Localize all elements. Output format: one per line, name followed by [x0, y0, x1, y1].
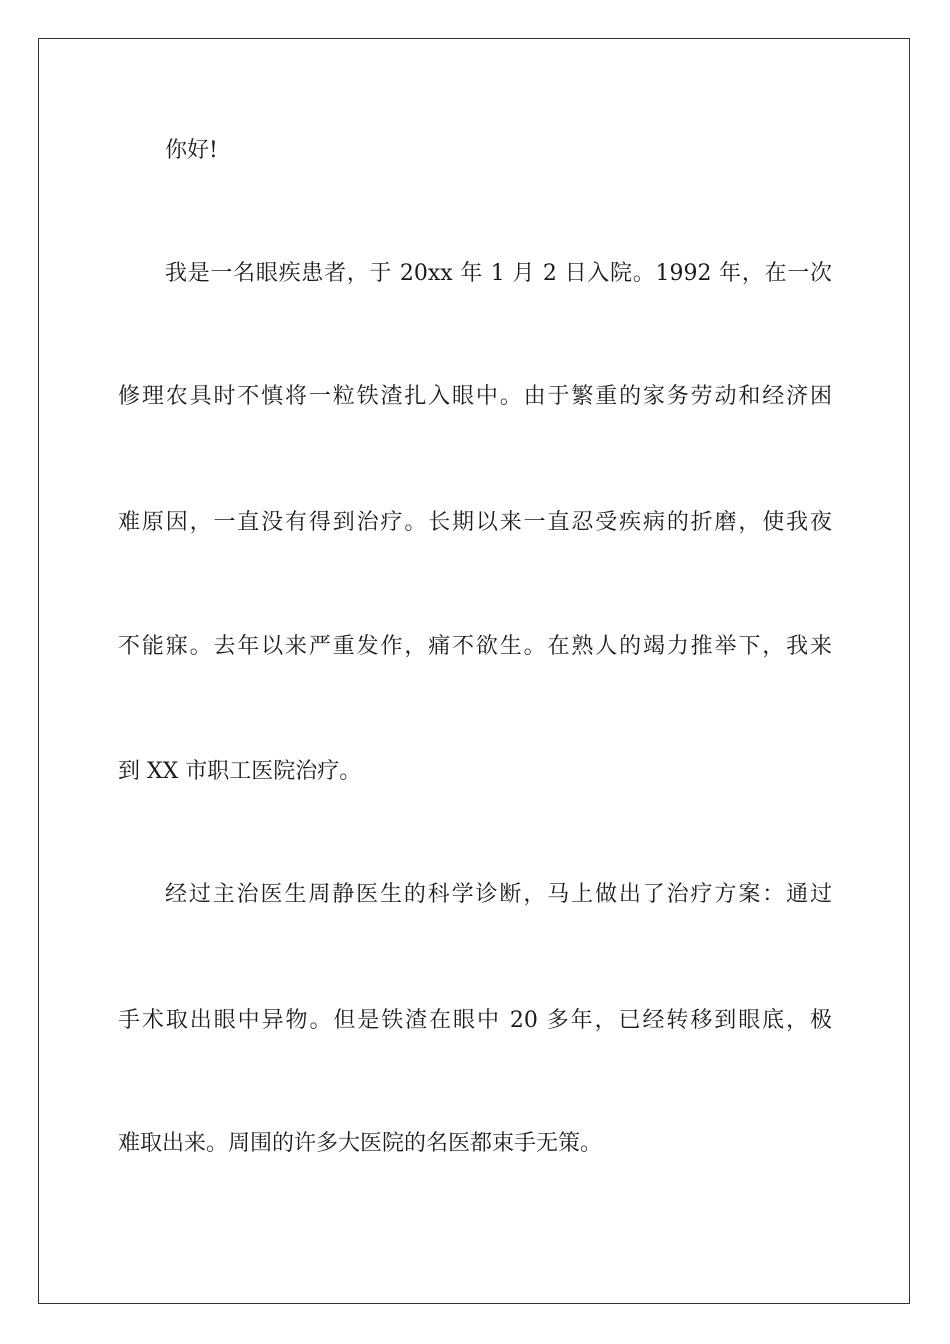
paragraph-1-line-3: 难原因，一直没有得到治疗。长期以来一直忍受疾病的折磨，使我夜	[118, 510, 832, 535]
greeting-line: 你好!	[165, 138, 218, 163]
paragraph-1-line-1: 我是一名眼疾患者，于 20xx 年 1 月 2 日入院。1992 年，在一次	[165, 261, 832, 286]
paragraph-2-line-2: 手术取出眼中异物。但是铁渣在眼中 20 多年，已经转移到眼底，极	[118, 1008, 832, 1033]
paragraph-1-line-2: 修理农具时不慎将一粒铁渣扎入眼中。由于繁重的家务劳动和经济困	[118, 384, 832, 409]
paragraph-2-line-3: 难取出来。周围的许多大医院的名医都束手无策。	[118, 1131, 603, 1156]
paragraph-1-line-4: 不能寐。去年以来严重发作，痛不欲生。在熟人的竭力推举下，我来	[118, 634, 832, 659]
document-page	[38, 38, 910, 1304]
paragraph-2-line-1: 经过主治医生周静医生的科学诊断，马上做出了治疗方案：通过	[165, 882, 832, 907]
paragraph-1-line-5: 到 XX 市职工医院治疗。	[118, 759, 362, 784]
